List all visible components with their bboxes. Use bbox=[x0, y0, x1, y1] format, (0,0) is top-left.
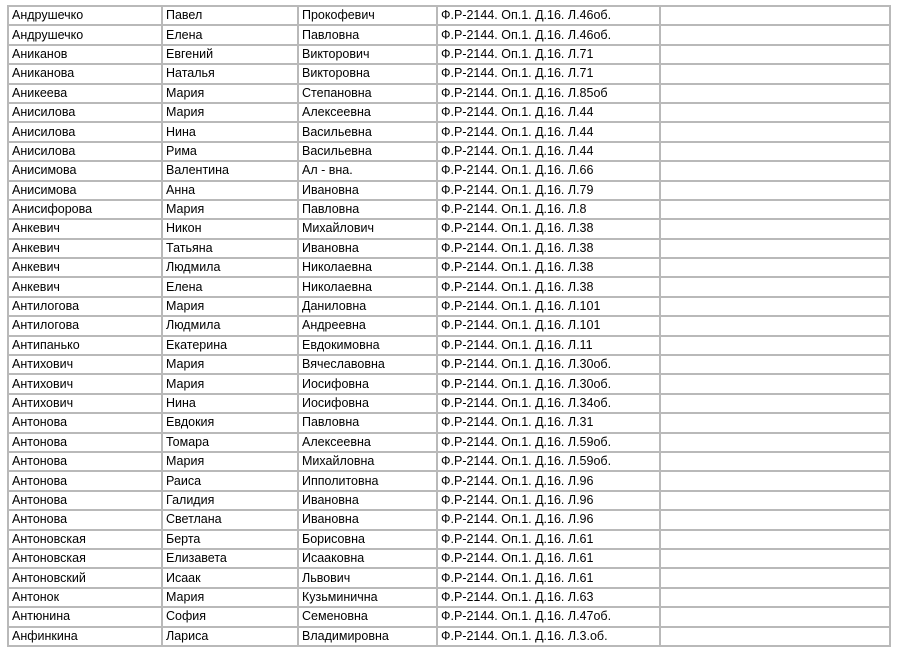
table-row bbox=[9, 26, 891, 45]
surname-cell: Анкевич bbox=[9, 259, 163, 278]
archive-reference-cell: Ф.Р-2144. Оп.1. Д.16. Л.30об. bbox=[438, 356, 661, 375]
table-row bbox=[9, 201, 891, 220]
first-name-cell: Томара bbox=[163, 434, 299, 453]
first-name-cell: Мария bbox=[163, 453, 299, 472]
patronymic-cell: Иосифовна bbox=[299, 395, 438, 414]
first-name-cell: Мария bbox=[163, 85, 299, 104]
table-row bbox=[9, 608, 891, 627]
surname-cell: Антилогова bbox=[9, 298, 163, 317]
surname-cell: Антонова bbox=[9, 472, 163, 491]
patronymic-cell: Степановна bbox=[299, 85, 438, 104]
surname-cell: Анкевич bbox=[9, 240, 163, 259]
patronymic-cell: Львович bbox=[299, 569, 438, 588]
records-table-body bbox=[9, 7, 891, 647]
empty-cell bbox=[661, 85, 891, 104]
first-name-cell: Нина bbox=[163, 123, 299, 142]
table-row bbox=[9, 259, 891, 278]
empty-cell bbox=[661, 26, 891, 45]
patronymic-cell: Васильевна bbox=[299, 123, 438, 142]
empty-cell bbox=[661, 240, 891, 259]
empty-cell bbox=[661, 182, 891, 201]
surname-cell: Аниканов bbox=[9, 46, 163, 65]
first-name-cell: Лариса bbox=[163, 628, 299, 647]
surname-cell: Антонова bbox=[9, 414, 163, 433]
table-row bbox=[9, 220, 891, 239]
archive-reference-cell: Ф.Р-2144. Оп.1. Д.16. Л.46об. bbox=[438, 26, 661, 45]
empty-cell bbox=[661, 414, 891, 433]
archive-reference-cell: Ф.Р-2144. Оп.1. Д.16. Л.101 bbox=[438, 298, 661, 317]
table-row bbox=[9, 143, 891, 162]
patronymic-cell: Прокофевич bbox=[299, 7, 438, 26]
empty-cell bbox=[661, 317, 891, 336]
table-row bbox=[9, 240, 891, 259]
table-row bbox=[9, 162, 891, 181]
archive-reference-cell: Ф.Р-2144. Оп.1. Д.16. Л.85об bbox=[438, 85, 661, 104]
surname-cell: Аниканова bbox=[9, 65, 163, 84]
first-name-cell: Екатерина bbox=[163, 337, 299, 356]
patronymic-cell: Даниловна bbox=[299, 298, 438, 317]
empty-cell bbox=[661, 65, 891, 84]
archive-reference-cell: Ф.Р-2144. Оп.1. Д.16. Л.59об. bbox=[438, 453, 661, 472]
patronymic-cell: Ивановна bbox=[299, 511, 438, 530]
table-row bbox=[9, 85, 891, 104]
table-row bbox=[9, 182, 891, 201]
records-table bbox=[7, 5, 891, 647]
patronymic-cell: Павловна bbox=[299, 414, 438, 433]
table-row bbox=[9, 589, 891, 608]
empty-cell bbox=[661, 531, 891, 550]
surname-cell: Антилогова bbox=[9, 317, 163, 336]
empty-cell bbox=[661, 7, 891, 26]
archive-reference-cell: Ф.Р-2144. Оп.1. Д.16. Л.44 bbox=[438, 143, 661, 162]
patronymic-cell: Ипполитовна bbox=[299, 472, 438, 491]
archive-reference-cell: Ф.Р-2144. Оп.1. Д.16. Л.31 bbox=[438, 414, 661, 433]
surname-cell: Аникеева bbox=[9, 85, 163, 104]
empty-cell bbox=[661, 569, 891, 588]
table-row bbox=[9, 492, 891, 511]
table-row bbox=[9, 298, 891, 317]
archive-reference-cell: Ф.Р-2144. Оп.1. Д.16. Л.30об. bbox=[438, 375, 661, 394]
patronymic-cell: Николаевна bbox=[299, 278, 438, 297]
patronymic-cell: Михайлович bbox=[299, 220, 438, 239]
table-row bbox=[9, 375, 891, 394]
patronymic-cell: Алексеевна bbox=[299, 104, 438, 123]
first-name-cell: Мария bbox=[163, 375, 299, 394]
archive-reference-cell: Ф.Р-2144. Оп.1. Д.16. Л.96 bbox=[438, 472, 661, 491]
empty-cell bbox=[661, 337, 891, 356]
patronymic-cell: Викторович bbox=[299, 46, 438, 65]
archive-reference-cell: Ф.Р-2144. Оп.1. Д.16. Л.38 bbox=[438, 278, 661, 297]
table-row bbox=[9, 7, 891, 26]
empty-cell bbox=[661, 434, 891, 453]
patronymic-cell: Владимировна bbox=[299, 628, 438, 647]
surname-cell: Антоновская bbox=[9, 550, 163, 569]
first-name-cell: Светлана bbox=[163, 511, 299, 530]
table-row bbox=[9, 278, 891, 297]
archive-reference-cell: Ф.Р-2144. Оп.1. Д.16. Л.47об. bbox=[438, 608, 661, 627]
archive-reference-cell: Ф.Р-2144. Оп.1. Д.16. Л.11 bbox=[438, 337, 661, 356]
surname-cell: Антонова bbox=[9, 434, 163, 453]
empty-cell bbox=[661, 453, 891, 472]
table-row bbox=[9, 46, 891, 65]
archive-reference-cell: Ф.Р-2144. Оп.1. Д.16. Л.38 bbox=[438, 259, 661, 278]
table-row bbox=[9, 317, 891, 336]
patronymic-cell: Ал - вна. bbox=[299, 162, 438, 181]
patronymic-cell: Николаевна bbox=[299, 259, 438, 278]
first-name-cell: Исаак bbox=[163, 569, 299, 588]
patronymic-cell: Андреевна bbox=[299, 317, 438, 336]
table-row bbox=[9, 550, 891, 569]
archive-reference-cell: Ф.Р-2144. Оп.1. Д.16. Л.44 bbox=[438, 104, 661, 123]
table-row bbox=[9, 434, 891, 453]
patronymic-cell: Борисовна bbox=[299, 531, 438, 550]
patronymic-cell: Ивановна bbox=[299, 492, 438, 511]
table-row bbox=[9, 65, 891, 84]
empty-cell bbox=[661, 375, 891, 394]
empty-cell bbox=[661, 278, 891, 297]
patronymic-cell: Ивановна bbox=[299, 240, 438, 259]
patronymic-cell: Ивановна bbox=[299, 182, 438, 201]
surname-cell: Анкевич bbox=[9, 220, 163, 239]
empty-cell bbox=[661, 220, 891, 239]
archive-reference-cell: Ф.Р-2144. Оп.1. Д.16. Л.63 bbox=[438, 589, 661, 608]
empty-cell bbox=[661, 143, 891, 162]
surname-cell: Антипанько bbox=[9, 337, 163, 356]
surname-cell: Антихович bbox=[9, 375, 163, 394]
empty-cell bbox=[661, 104, 891, 123]
first-name-cell: Валентина bbox=[163, 162, 299, 181]
archive-reference-cell: Ф.Р-2144. Оп.1. Д.16. Л.66 bbox=[438, 162, 661, 181]
surname-cell: Антюнина bbox=[9, 608, 163, 627]
archive-reference-cell: Ф.Р-2144. Оп.1. Д.16. Л.59об. bbox=[438, 434, 661, 453]
surname-cell: Анисилова bbox=[9, 143, 163, 162]
surname-cell: Андрушечко bbox=[9, 7, 163, 26]
patronymic-cell: Вячеславовна bbox=[299, 356, 438, 375]
first-name-cell: Елена bbox=[163, 26, 299, 45]
archive-reference-cell: Ф.Р-2144. Оп.1. Д.16. Л.96 bbox=[438, 511, 661, 530]
archive-reference-cell: Ф.Р-2144. Оп.1. Д.16. Л.79 bbox=[438, 182, 661, 201]
surname-cell: Антонова bbox=[9, 492, 163, 511]
archive-reference-cell: Ф.Р-2144. Оп.1. Д.16. Л.96 bbox=[438, 492, 661, 511]
surname-cell: Андрушечко bbox=[9, 26, 163, 45]
archive-reference-cell: Ф.Р-2144. Оп.1. Д.16. Л.8 bbox=[438, 201, 661, 220]
empty-cell bbox=[661, 395, 891, 414]
patronymic-cell: Иосифовна bbox=[299, 375, 438, 394]
table-row bbox=[9, 628, 891, 647]
table-row bbox=[9, 414, 891, 433]
first-name-cell: Анна bbox=[163, 182, 299, 201]
archive-reference-cell: Ф.Р-2144. Оп.1. Д.16. Л.38 bbox=[438, 240, 661, 259]
first-name-cell: София bbox=[163, 608, 299, 627]
table-row bbox=[9, 511, 891, 530]
first-name-cell: Мария bbox=[163, 589, 299, 608]
surname-cell: Анфинкина bbox=[9, 628, 163, 647]
first-name-cell: Елена bbox=[163, 278, 299, 297]
archive-reference-cell: Ф.Р-2144. Оп.1. Д.16. Л.61 bbox=[438, 550, 661, 569]
surname-cell: Анисимова bbox=[9, 182, 163, 201]
first-name-cell: Мария bbox=[163, 201, 299, 220]
empty-cell bbox=[661, 589, 891, 608]
surname-cell: Антоновская bbox=[9, 531, 163, 550]
first-name-cell: Евдокия bbox=[163, 414, 299, 433]
surname-cell: Антоновский bbox=[9, 569, 163, 588]
first-name-cell: Елизавета bbox=[163, 550, 299, 569]
first-name-cell: Мария bbox=[163, 356, 299, 375]
first-name-cell: Татьяна bbox=[163, 240, 299, 259]
patronymic-cell: Викторовна bbox=[299, 65, 438, 84]
patronymic-cell: Павловна bbox=[299, 26, 438, 45]
first-name-cell: Людмила bbox=[163, 259, 299, 278]
first-name-cell: Наталья bbox=[163, 65, 299, 84]
patronymic-cell: Павловна bbox=[299, 201, 438, 220]
table-row bbox=[9, 356, 891, 375]
empty-cell bbox=[661, 46, 891, 65]
table-row bbox=[9, 395, 891, 414]
archive-reference-cell: Ф.Р-2144. Оп.1. Д.16. Л.38 bbox=[438, 220, 661, 239]
surname-cell: Анисилова bbox=[9, 104, 163, 123]
archive-reference-cell: Ф.Р-2144. Оп.1. Д.16. Л.71 bbox=[438, 46, 661, 65]
surname-cell: Антонова bbox=[9, 511, 163, 530]
surname-cell: Анисимова bbox=[9, 162, 163, 181]
table-row bbox=[9, 569, 891, 588]
empty-cell bbox=[661, 201, 891, 220]
archive-reference-cell: Ф.Р-2144. Оп.1. Д.16. Л.44 bbox=[438, 123, 661, 142]
first-name-cell: Людмила bbox=[163, 317, 299, 336]
empty-cell bbox=[661, 123, 891, 142]
patronymic-cell: Михайловна bbox=[299, 453, 438, 472]
empty-cell bbox=[661, 628, 891, 647]
patronymic-cell: Исааковна bbox=[299, 550, 438, 569]
patronymic-cell: Кузьминична bbox=[299, 589, 438, 608]
empty-cell bbox=[661, 162, 891, 181]
first-name-cell: Берта bbox=[163, 531, 299, 550]
archive-reference-cell: Ф.Р-2144. Оп.1. Д.16. Л.61 bbox=[438, 569, 661, 588]
patronymic-cell: Васильевна bbox=[299, 143, 438, 162]
first-name-cell: Никон bbox=[163, 220, 299, 239]
empty-cell bbox=[661, 298, 891, 317]
table-row bbox=[9, 337, 891, 356]
empty-cell bbox=[661, 511, 891, 530]
surname-cell: Антонова bbox=[9, 453, 163, 472]
empty-cell bbox=[661, 472, 891, 491]
patronymic-cell: Семеновна bbox=[299, 608, 438, 627]
surname-cell: Антонок bbox=[9, 589, 163, 608]
archive-reference-cell: Ф.Р-2144. Оп.1. Д.16. Л.61 bbox=[438, 531, 661, 550]
first-name-cell: Евгений bbox=[163, 46, 299, 65]
archive-reference-cell: Ф.Р-2144. Оп.1. Д.16. Л.71 bbox=[438, 65, 661, 84]
first-name-cell: Павел bbox=[163, 7, 299, 26]
table-row bbox=[9, 104, 891, 123]
patronymic-cell: Евдокимовна bbox=[299, 337, 438, 356]
surname-cell: Антихович bbox=[9, 356, 163, 375]
empty-cell bbox=[661, 550, 891, 569]
table-row bbox=[9, 531, 891, 550]
surname-cell: Анкевич bbox=[9, 278, 163, 297]
surname-cell: Анисилова bbox=[9, 123, 163, 142]
empty-cell bbox=[661, 259, 891, 278]
archive-reference-cell: Ф.Р-2144. Оп.1. Д.16. Л.46об. bbox=[438, 7, 661, 26]
table-row bbox=[9, 123, 891, 142]
first-name-cell: Мария bbox=[163, 298, 299, 317]
patronymic-cell: Алексеевна bbox=[299, 434, 438, 453]
empty-cell bbox=[661, 492, 891, 511]
table-row bbox=[9, 472, 891, 491]
first-name-cell: Рима bbox=[163, 143, 299, 162]
surname-cell: Анисифорова bbox=[9, 201, 163, 220]
empty-cell bbox=[661, 608, 891, 627]
first-name-cell: Мария bbox=[163, 104, 299, 123]
empty-cell bbox=[661, 356, 891, 375]
first-name-cell: Нина bbox=[163, 395, 299, 414]
first-name-cell: Раиса bbox=[163, 472, 299, 491]
archive-reference-cell: Ф.Р-2144. Оп.1. Д.16. Л.34об. bbox=[438, 395, 661, 414]
table-row bbox=[9, 453, 891, 472]
archive-reference-cell: Ф.Р-2144. Оп.1. Д.16. Л.3.об. bbox=[438, 628, 661, 647]
surname-cell: Антихович bbox=[9, 395, 163, 414]
first-name-cell: Галидия bbox=[163, 492, 299, 511]
archive-reference-cell: Ф.Р-2144. Оп.1. Д.16. Л.101 bbox=[438, 317, 661, 336]
